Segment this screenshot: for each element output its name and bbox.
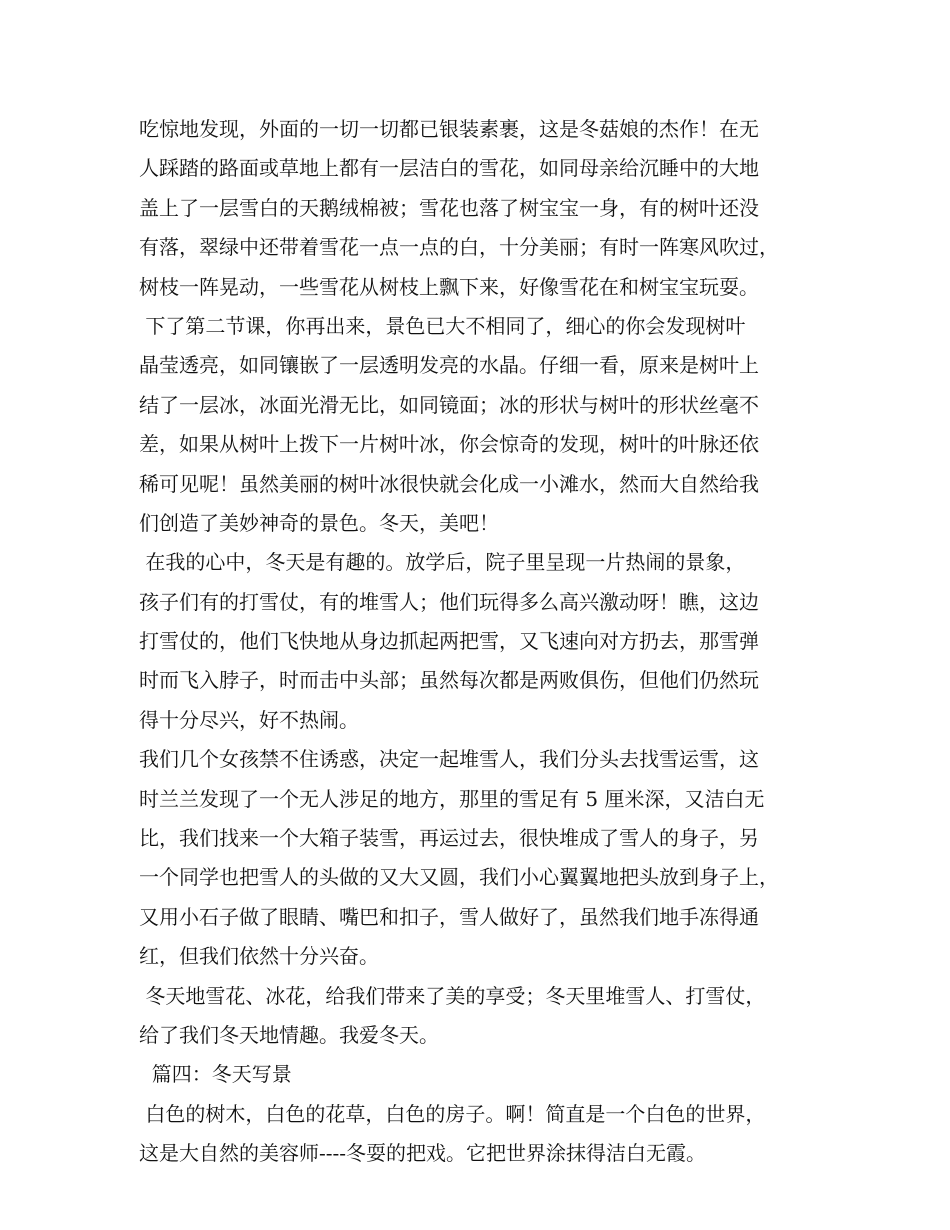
- text-line: 有落，翠绿中还带着雪花一点一点的白，十分美丽；有时一阵寒风吹过，: [139, 235, 779, 260]
- text-line: 差，如果从树叶上拨下一片树叶冰，你会惊奇的发现，树叶的叶脉还依: [139, 432, 759, 457]
- text-line: 们创造了美妙神奇的景色。冬天，美吧！: [139, 510, 499, 535]
- text-line: 人踩踏的路面或草地上都有一层洁白的雪花，如同母亲给沉睡中的大地: [139, 156, 759, 181]
- text-line: 冬天地雪花、冰花，给我们带来了美的享受；冬天里堆雪人、打雪仗，: [139, 983, 766, 1008]
- text-line: 结了一层冰，冰面光滑无比，如同镜面；冰的形状与树叶的形状丝毫不: [139, 392, 759, 417]
- text-line: 打雪仗的，他们飞快地从身边抓起两把雪，又飞速向对方扔去，那雪弹: [139, 629, 759, 654]
- text-line: 下了第二节课，你再出来，景色已大不相同了，细心的你会发现树叶: [139, 313, 746, 338]
- text-line: 稀可见呢！虽然美丽的树叶冰很快就会化成一小滩水，然而大自然给我: [139, 471, 759, 496]
- text-line: 时而飞入脖子，时而击中头部；虽然每次都是两败俱伤，但他们仍然玩: [139, 668, 759, 693]
- document-body: [139, 110, 829, 1174]
- text-line: 比，我们找来一个大箱子装雪，再运过去，很快堆成了雪人的身子，另: [139, 826, 759, 851]
- text-line: 又用小石子做了眼睛、嘴巴和扣子，雪人做好了，虽然我们地手冻得通: [139, 904, 759, 929]
- text-line: 这是大自然的美容师----冬耍的把戏。它把世界涂抹得洁白无霞。: [139, 1141, 707, 1166]
- text-line: 我们几个女孩禁不住诱惑，决定一起堆雪人，我们分头去找雪运雪，这: [139, 747, 759, 772]
- text-line: 盖上了一层雪白的天鹅绒棉被；雪花也落了树宝宝一身，有的树叶还没: [139, 195, 759, 220]
- text-line: 一个同学也把雪人的头做的又大又圆，我们小心翼翼地把头放到身子上，: [139, 865, 779, 890]
- text-line: 给了我们冬天地情趣。我爱冬天。: [139, 1022, 439, 1047]
- text-line: 吃惊地发现，外面的一切一切都已银装素裹，这是冬菇娘的杰作！在无: [139, 117, 759, 141]
- section-heading: 篇四：冬天写景: [139, 1062, 292, 1087]
- text-line: 孩子们有的打雪仗，有的堆雪人；他们玩得多么高兴激动呀！瞧，这边: [139, 589, 759, 614]
- text-line: 树枝一阵晃动，一些雪花从树枝上飘下来，好像雪花在和树宝宝玩耍。: [139, 274, 759, 299]
- text-line: 在我的心中，冬天是有趣的。放学后，院子里呈现一片热闹的景象，: [139, 550, 746, 575]
- text-line: 时兰兰发现了一个无人涉足的地方，那里的雪足有 5 厘米深，又洁白无: [139, 786, 765, 811]
- text-line: 白色的树木，白色的花草，白色的房子。啊！简直是一个白色的世界，: [139, 1101, 766, 1126]
- text-line: 红，但我们依然十分兴奋。: [139, 944, 379, 969]
- text-line: 晶莹透亮，如同镶嵌了一层透明发亮的水晶。仔细一看，原来是树叶上: [139, 353, 759, 378]
- text-line: 得十分尽兴，好不热闹。: [139, 707, 359, 732]
